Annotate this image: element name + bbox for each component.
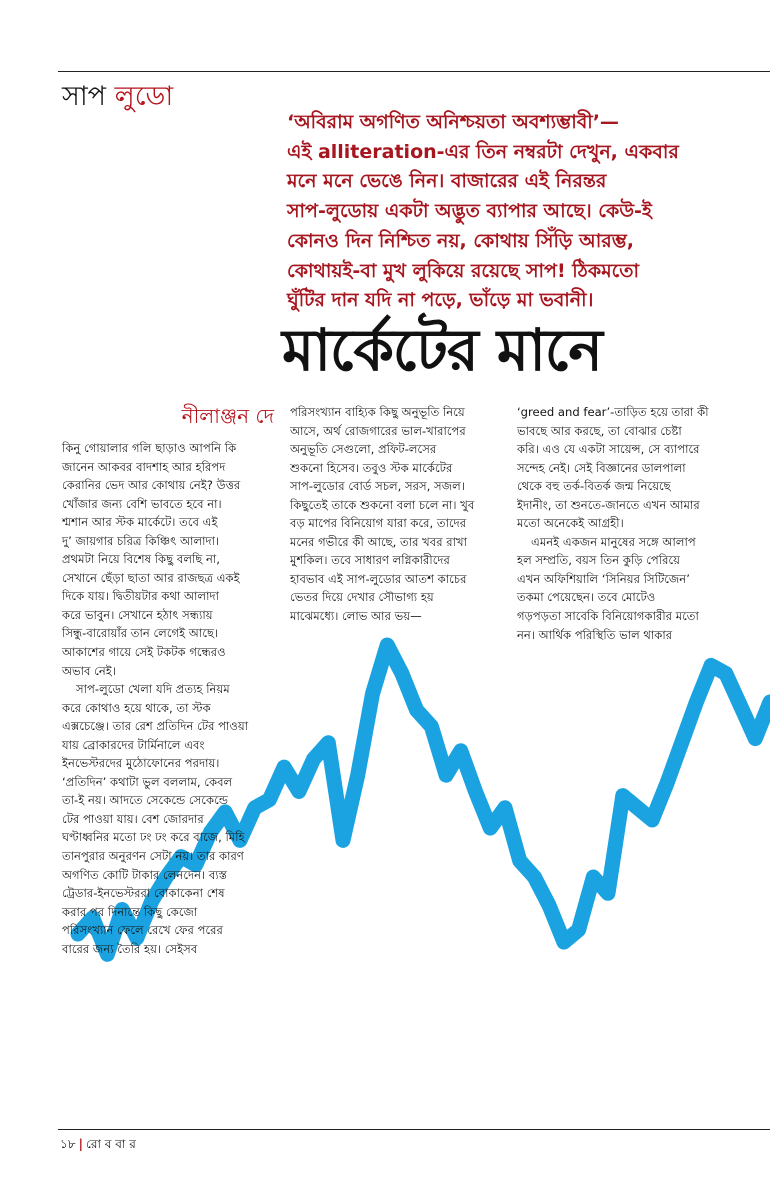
body-line: সন্দেহ নেই। সেই বিজ্ঞানের ডালপালা	[517, 460, 686, 475]
byline: নীলাঞ্জন দে	[181, 404, 274, 428]
body-line: অগণিত কোটি টাকার লেনদেন। ব্যস্ত	[62, 867, 227, 882]
body-line: ঘণ্টাধ্বনির মতো ঢং ঢং করে বাজে, মিহি	[62, 830, 245, 845]
pull-quote-line: কোথায়ই-বা মুখ লুকিয়ে রয়েছে সাপ! ঠিকমতো	[287, 259, 640, 282]
body-column-2	[290, 403, 495, 626]
body-column-1	[62, 439, 274, 958]
body-line: এখন অফিশিয়ালি ‘সিনিয়র সিটিজেন’	[517, 571, 690, 586]
body-line: তা-ই নয়। আদতে সেকেন্ডে সেকেন্ডে	[62, 793, 228, 808]
body-line: এমনই একজন মানুষের সঙ্গে আলাপ	[531, 534, 696, 549]
body-line: ‘greed and fear’-তাড়িত হয়ে তারা কী	[517, 405, 709, 419]
body-line: দিকে যায়। দ্বিতীয়টার কথা আলাদা	[62, 589, 220, 604]
body-line: মতো অনেকেই আগ্রহী।	[517, 516, 624, 531]
body-line: পরিসংখ্যান বাহ্যিক কিছু অনুভূতি নিয়ে	[290, 405, 465, 419]
body-line: ‘প্রতিদিন’ কথাটা ভুল বললাম, কেবল	[62, 774, 233, 789]
body-line: এক্সচেঞ্জে। তার রেশ প্রতিদিন টের পাওয়া	[62, 719, 249, 734]
body-line: ভেতর দিয়ে দেখার সৌভাগ্য হয়	[290, 590, 434, 605]
body-line: গড়পড়তা সাবেকি বিনিয়োগকারীর মতো	[517, 609, 699, 624]
body-line: কিছুতেই তাকে শুকনো বলা চলে না। খুব	[290, 497, 475, 512]
body-line: অভাব নেই।	[62, 663, 116, 678]
body-line: হাবভাব এই সাপ-লুডোর আতশ কাচের	[290, 571, 467, 586]
body-line: খোঁজার জন্য বেশি ভাবতে হবে না।	[62, 496, 222, 511]
folio	[60, 1136, 136, 1152]
body-line: ইদানীং, তা শুনতে-জানতে এখন আমার	[517, 497, 700, 512]
body-line: তানপুরার অনুরণন সেটা নয়। তার কারণ	[62, 849, 244, 864]
body-line: মনের গভীরে কী আছে, তার খবর রাখা	[290, 534, 468, 549]
section-label-part2: লুডো	[114, 81, 174, 112]
body-line: অনুভূতি সেগুলো, প্রফিট-লসের	[290, 442, 437, 457]
pull-quote	[287, 108, 757, 316]
body-line: তকমা পেয়েছেন। তবে মোটেও	[517, 590, 656, 605]
body-line: সেখানে ছেঁড়া ছাতা আর রাজছত্র একই	[62, 570, 240, 585]
body-line: বারের জন্য তৈরি হয়। সেইসব	[62, 941, 198, 956]
pull-quote-line: কোনও দিন নিশ্চিত নয়, কোথায় সিঁড়ি আরম্ভ,	[287, 229, 634, 252]
section-label-part1: সাপ	[62, 81, 106, 112]
body-line: ভাবছে আর করছে, তা বোঝার চেষ্টা	[517, 423, 682, 438]
body-line: কেরানির ভেদ আর কোথায় নেই? উত্তর	[62, 478, 241, 493]
headline: মার্কেটের মানে	[282, 316, 602, 384]
body-line: কিনু গোয়ালার গলি ছাড়াও আপনি কি	[62, 441, 237, 455]
body-line: শ্মশান আর স্টক মার্কেটে। তবে এই	[62, 515, 218, 530]
body-line: মাঝেমধ্যে। লোভ আর ভয়—	[290, 609, 422, 624]
body-line: ইনভেস্টরদের মুঠোফোনের পরদায়।	[62, 756, 220, 771]
pull-quote-line: মনে মনে ভেঙে নিন। বাজারের এই নিরন্তর	[287, 170, 607, 193]
bottom-rule	[58, 1129, 770, 1130]
top-rule	[58, 71, 770, 72]
section-label	[62, 80, 173, 114]
pull-quote-line: ঘুঁটির দান যদি না পড়ে, ভাঁড়ে মা ভবানী।	[287, 289, 594, 312]
body-line: সাপ-লুডো খেলা যদি প্রত্যহ নিয়ম	[76, 682, 230, 697]
body-line: প্রথমটা নিয়ে বিশেষ কিছু বলছি না,	[62, 552, 220, 567]
body-line: করে ভাবুন। সেখানে হঠাৎ সন্ধ্যায়	[62, 607, 213, 622]
publication-name: রো ব বা র	[85, 1137, 136, 1151]
body-line: ট্রেডার-ইনভেস্টররা বোকাকেনা শেষ	[62, 886, 225, 901]
body-column-3	[517, 403, 747, 644]
body-line: থেকে বহু তর্ক-বিতর্ক জন্ম নিয়েছে	[517, 479, 671, 494]
body-line: করার পর দিনান্তে কিছু কেজো	[62, 904, 198, 919]
body-line: করি। এও যে একটা সায়েন্স, সে ব্যাপারে	[517, 442, 700, 457]
body-line: মুশকিল। তবে সাধারণ লগ্নিকারীদের	[290, 553, 450, 568]
body-line: যায় ব্রোকারদের টার্মিনালে এবং	[62, 737, 205, 752]
body-line: হল সম্প্রতি, বয়স তিন কুড়ি পেরিয়ে	[517, 553, 680, 568]
body-line: সাপ-লুডোর বোর্ড সচল, সরস, সজল।	[290, 479, 465, 494]
pull-quote-line: ‘অবিরাম অগণিত অনিশ্চয়তা অবশ্যম্ভাবী’—	[287, 111, 619, 133]
body-line: সিন্ধু-বারোয়াঁর তান লেগেই আছে।	[62, 626, 219, 641]
body-line: জানেন আকবর বাদশাহ আর হরিপদ	[62, 459, 226, 474]
page-number: ১৮	[60, 1137, 76, 1151]
body-line: আকাশের গায়ে সেই টকটক গন্ধেরও	[62, 645, 226, 660]
body-line: টের পাওয়া যায়। বেশ জোরদার	[62, 811, 204, 826]
body-line: করে কোথাও হয়ে থাকে, তা স্টক	[62, 700, 211, 715]
pull-quote-line: এই alliteration-এর তিন নম্বরটা দেখুন, একবার	[287, 140, 679, 163]
body-line: নন। আর্থিক পরিস্থিতি ভাল থাকার	[517, 627, 673, 642]
body-line: আসে, অর্থ রোজগারের ভাল-খারাপের	[290, 423, 466, 438]
body-line: দু’ জায়গার চরিত্র কিঞ্চিৎ আলাদা।	[62, 533, 220, 548]
folio-separator: |	[78, 1137, 83, 1151]
pull-quote-line: সাপ-লুডোয় একটা অদ্ভুত ব্যাপার আছে। কেউ-ই	[287, 200, 652, 223]
body-line: বড় মাপের বিনিয়োগ যারা করে, তাদের	[290, 516, 467, 531]
body-line: পরিসংখ্যান ফেলে রেখে ফের পরের	[62, 923, 223, 938]
body-line: শুকনো হিসেব। তবুও স্টক মার্কেটের	[290, 460, 453, 475]
